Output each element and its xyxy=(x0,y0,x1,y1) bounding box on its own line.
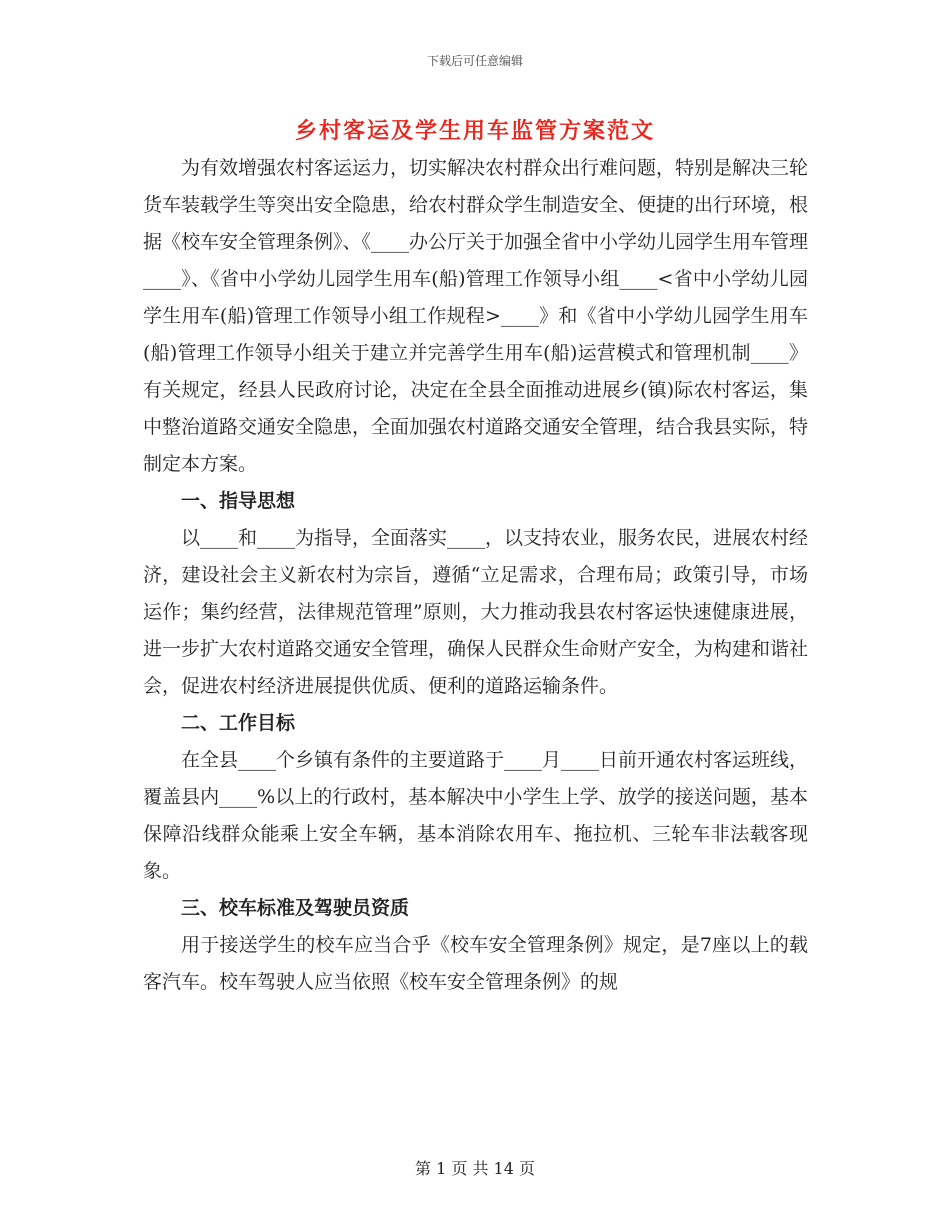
work-goals-paragraph: 在全县____个乡镇有条件的主要道路于____月____日前开通农村客运班线，覆盖县内____%以上的行政村，基本解决中小学生上学、放学的接送问题，基本保障沿线群众能乘上安全车辆，基本消除农用车、拖拉机、三轮车非法载客现象。 xyxy=(143,749,809,882)
intro-paragraph: 为有效增强农村客运运力，切实解决农村群众出行难问题，特别是解决三轮货车装载学生等突出安全隐患，给农村群众学生制造安全、便捷的出行环境，根据《校车安全管理条例》、《____办公厅关于加强全省中小学幼儿园学生用车管理____》、《省中小学幼儿园学生用车(船)管理工作领导小组____<省中小学幼儿园学生用车(船)管理工作领导小组工作规程>____》和《省中小学幼儿园学生用车(船)管理工作领导小组关于建立并完善学生用车(船)运营模式和管理机制____》有关规定，经县人民政府讨论，决定在全县全面推动进展乡(镇)际农村客运，集中整治道路交通安全隐患，全面加强农村道路交通安全管理，结合我县实际，特制定本方案。 xyxy=(143,157,809,475)
page-header-note: 下载后可任意编辑 xyxy=(426,54,523,68)
section-heading-work-goals: 二、工作目标 xyxy=(181,712,296,734)
section-heading-guiding-ideology: 一、指导思想 xyxy=(181,490,296,512)
page-footer: 第 1 页 共 14 页 xyxy=(415,1159,535,1178)
bus-standards-paragraph: 用于接送学生的校车应当合乎《校车安全管理条例》规定，是7座以上的载客汽车。校车驾驶人应当依照《校车安全管理条例》的规 xyxy=(143,934,808,993)
document-title: 乡村客运及学生用车监管方案范文 xyxy=(294,118,655,144)
document-body xyxy=(143,150,808,1001)
guiding-ideology-paragraph: 以____和____为指导，全面落实____，以支持农业，服务农民，进展农村经济，建设社会主义新农村为宗旨，遵循“立足需求，合理布局；政策引导，市场运作；集约经营，法律规范管理”原则，大力推动我县农村客运快速健康进展，进一步扩大农村道路交通安全管理，确保人民群众生命财产安全，为构建和谐社会，促进农村经济进展提供优质、便利的道路运输条件。 xyxy=(143,527,809,697)
section-heading-bus-standards: 三、校车标准及驾驶员资质 xyxy=(181,897,410,919)
